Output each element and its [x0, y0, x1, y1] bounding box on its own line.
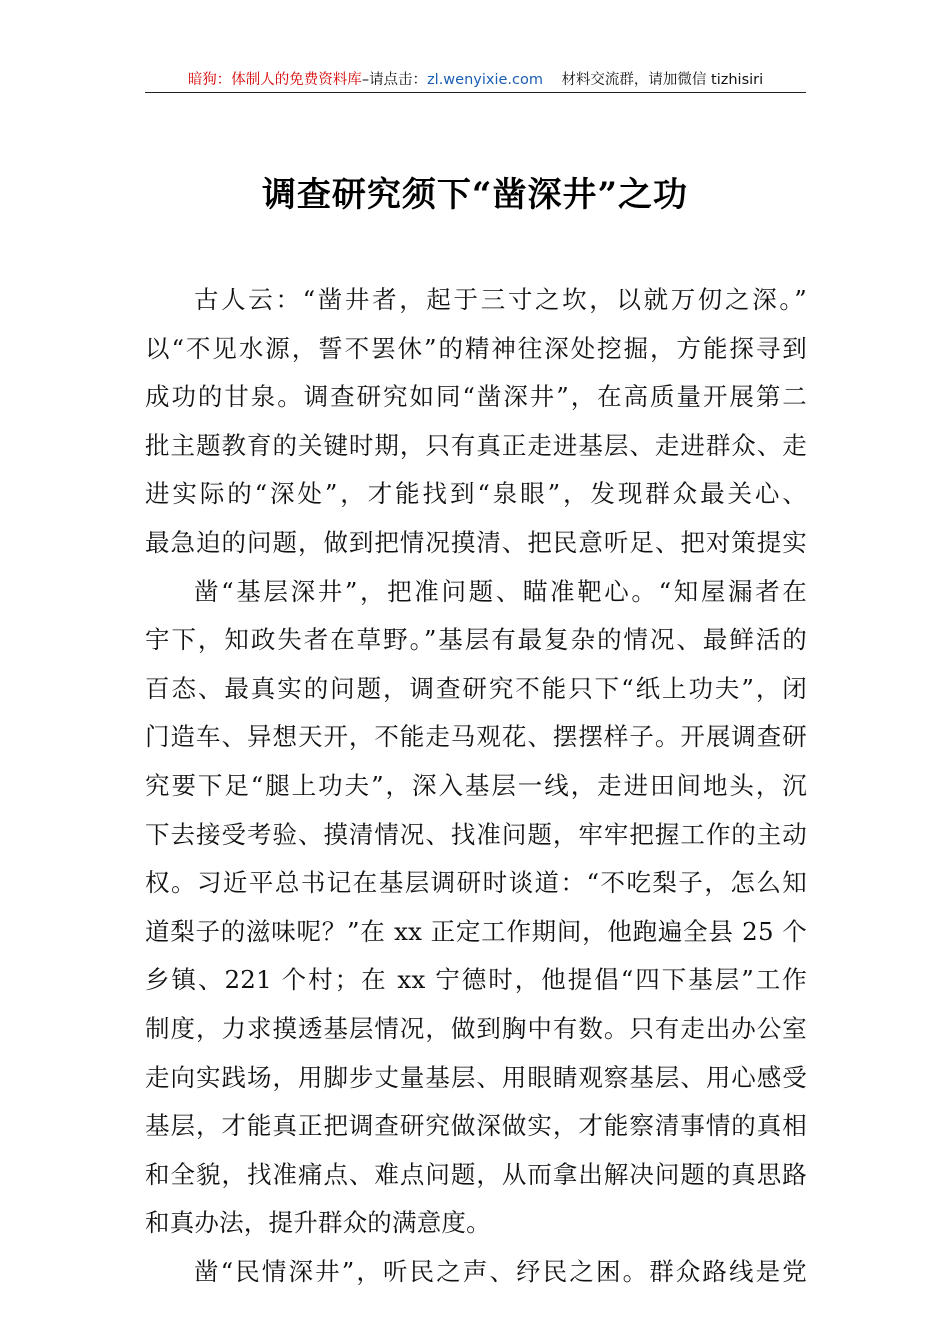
body-line: 百态、最真实的问题，调查研究不能只下“纸上功夫”，闭	[145, 673, 807, 703]
body-line: 制度，力求摸透基层情况，做到胸中有数。只有走出办公室	[145, 1013, 807, 1043]
body-line: 凿“基层深井”，把准问题、瞄准靶心。“知屋漏者在	[194, 576, 807, 606]
header-brand: 暗狗：体制人的免费资料库	[187, 72, 362, 88]
body-line: 凿“民情深井”，听民之声、纾民之困。群众路线是党	[194, 1256, 807, 1286]
body-line: 究要下足“腿上功夫”，深入基层一线，走进田间地头，沉	[145, 770, 807, 800]
body-line: 基层，才能真正把调查研究做深做实，才能察清事情的真相	[145, 1111, 807, 1141]
page-header	[145, 68, 806, 93]
body-line: 权。习近平总书记在基层调研时谈道：“不吃梨子，怎么知	[145, 868, 807, 898]
body-line: 进实际的“深处”，才能找到“泉眼”，发现群众最关心、	[145, 479, 807, 509]
header-prompt: –请点击：	[361, 72, 428, 88]
body-line: 下去接受考验、摸清情况、找准问题，牢牢把握工作的主动	[145, 819, 807, 849]
header-url-link[interactable]: zl.wenyixie.com	[427, 72, 543, 88]
body-line: 乡镇、221 个村；在 xx 宁德时，他提倡“四下基层”工作	[145, 965, 807, 995]
body-line: 以“不见水源，誓不罢休”的精神往深处挖掘，方能探寻到	[145, 333, 807, 363]
body-line: 最急迫的问题，做到把情况摸清、把民意听足、把对策提实	[145, 527, 807, 557]
document-title: 调查研究须下“凿深井”之功	[261, 175, 689, 215]
body-line: 和真办法，提升群众的满意度。	[145, 1208, 491, 1238]
body-line: 古人云：“凿井者，起于三寸之坎，以就万仞之深。”	[194, 285, 807, 314]
document-body	[145, 276, 807, 1296]
body-line: 门造车、异想天开，不能走马观花、摆摆样子。开展调查研	[145, 722, 807, 752]
header-contact: 材料交流群，请加微信 tizhisiri	[561, 72, 764, 88]
body-line: 道梨子的滋味呢？”在 xx 正定工作期间，他跑遍全县 25 个	[145, 916, 807, 946]
body-line: 宇下，知政失者在草野。”基层有最复杂的情况、最鲜活的	[145, 625, 807, 655]
body-line: 批主题教育的关键时期，只有真正走进基层、走进群众、走	[145, 430, 807, 460]
body-line: 走向实践场，用脚步丈量基层、用眼睛观察基层、用心感受	[145, 1062, 807, 1092]
body-line: 和全貌，找准痛点、难点问题，从而拿出解决问题的真思路	[145, 1159, 807, 1189]
body-line: 成功的甘泉。调查研究如同“凿深井”，在高质量开展第二	[145, 382, 807, 412]
